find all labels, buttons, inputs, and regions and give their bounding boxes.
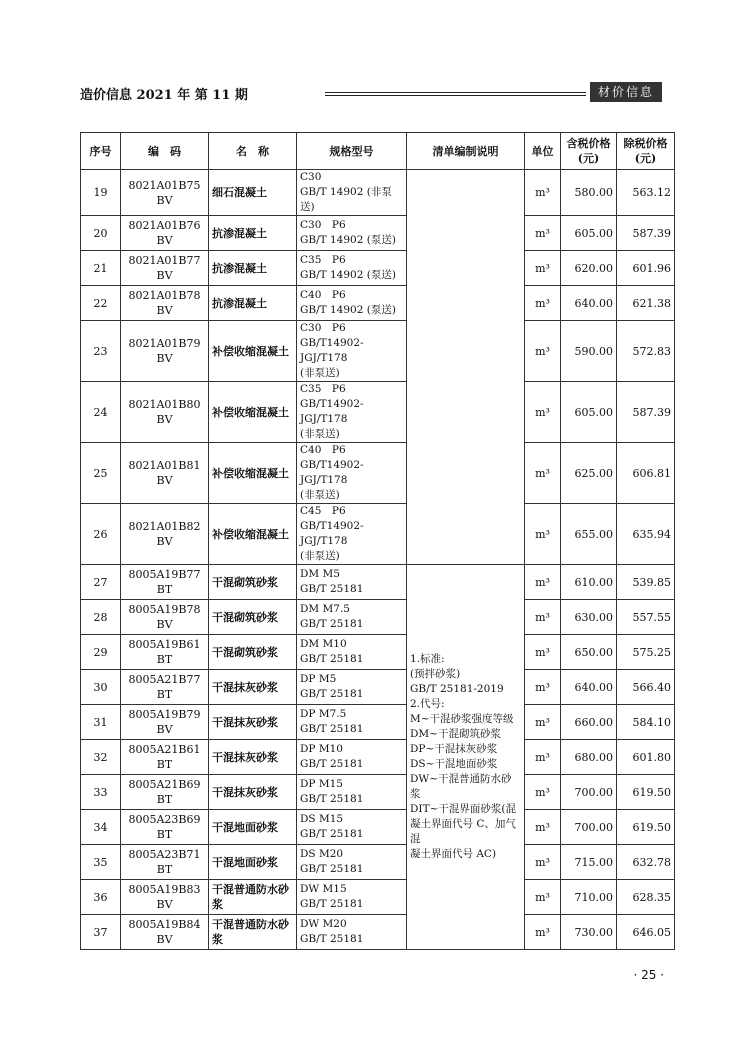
- item-spec: [297, 775, 407, 810]
- row-number: 25: [81, 443, 121, 504]
- row-number: 27: [81, 565, 121, 600]
- item-spec-line: C30: [300, 171, 322, 183]
- price-without-tax: 619.50: [617, 775, 675, 810]
- note-line: DIT~干混界面砂浆(混: [410, 803, 516, 815]
- table-row: [81, 504, 675, 565]
- item-spec-line: GB/T 25181: [300, 618, 364, 630]
- item-code-line: 8005A21B61: [128, 743, 201, 756]
- item-code-line: 8021A01B78: [128, 289, 201, 302]
- note-line: M~干混砂浆强度等级: [410, 713, 514, 725]
- note-line: DW~干混普通防水砂浆: [410, 773, 512, 800]
- row-number: 21: [81, 251, 121, 286]
- item-code: [121, 443, 209, 504]
- col-tax-price-header: 含税价格(元): [561, 133, 617, 170]
- item-code-line: 8021A01B80: [128, 398, 201, 411]
- item-spec-line: C30 P6: [300, 219, 346, 231]
- item-name: 干混抹灰砂浆: [209, 705, 297, 740]
- col-notax-price-header: 除税价格(元): [617, 133, 675, 170]
- item-spec-line: DW M20: [300, 918, 347, 930]
- item-spec-line: GB/T14902-JGJ/T178: [300, 459, 364, 486]
- price-with-tax: 630.00: [561, 600, 617, 635]
- item-spec-line: (非泵送): [300, 367, 340, 379]
- item-code: [121, 880, 209, 915]
- item-spec-line: C40 P6: [300, 289, 346, 301]
- row-number: 34: [81, 810, 121, 845]
- item-spec: [297, 810, 407, 845]
- item-spec-line: GB/T14902-JGJ/T178: [300, 337, 364, 364]
- item-code: [121, 810, 209, 845]
- item-spec-line: DM M10: [300, 638, 347, 650]
- item-code: [121, 170, 209, 216]
- note-line: DP~干混抹灰砂浆: [410, 743, 498, 755]
- table-row: [81, 321, 675, 382]
- item-name: 干混地面砂浆: [209, 845, 297, 880]
- item-spec: [297, 251, 407, 286]
- item-spec-line: (非泵送): [300, 489, 340, 501]
- price-with-tax: 710.00: [561, 880, 617, 915]
- item-spec-line: DW M15: [300, 883, 347, 895]
- price-with-tax: 640.00: [561, 286, 617, 321]
- item-code-line: BV: [156, 535, 173, 548]
- item-unit: m³: [525, 382, 561, 443]
- row-number: 36: [81, 880, 121, 915]
- item-code: [121, 565, 209, 600]
- row-number: 32: [81, 740, 121, 775]
- item-spec-line: DP M10: [300, 743, 343, 755]
- price-with-tax: 715.00: [561, 845, 617, 880]
- note-line: DM~干混砌筑砂浆: [410, 728, 501, 740]
- item-spec-line: GB/T 25181: [300, 583, 364, 595]
- item-code-line: 8005A19B83: [128, 883, 201, 896]
- table-row: [81, 810, 675, 845]
- item-name: 抗渗混凝土: [209, 216, 297, 251]
- item-code-line: BV: [156, 304, 173, 317]
- item-spec-line: GB/T 25181: [300, 793, 364, 805]
- item-code: [121, 504, 209, 565]
- item-code: [121, 775, 209, 810]
- price-without-tax: 601.96: [617, 251, 675, 286]
- item-name: 干混砌筑砂浆: [209, 565, 297, 600]
- item-spec-line: C30 P6: [300, 322, 346, 334]
- item-spec: [297, 915, 407, 950]
- price-with-tax: 610.00: [561, 565, 617, 600]
- price-with-tax: 640.00: [561, 670, 617, 705]
- table-row: [81, 740, 675, 775]
- price-with-tax: 625.00: [561, 443, 617, 504]
- item-unit: m³: [525, 635, 561, 670]
- item-spec: [297, 740, 407, 775]
- price-with-tax: 660.00: [561, 705, 617, 740]
- item-spec: [297, 321, 407, 382]
- item-code-line: BT: [156, 583, 173, 596]
- price-without-tax: 563.12: [617, 170, 675, 216]
- item-code-line: BV: [156, 352, 173, 365]
- table-row: [81, 600, 675, 635]
- item-spec-line: GB/T 14902 (泵送): [300, 304, 396, 316]
- item-code-line: BT: [156, 828, 173, 841]
- note-line: 凝土界面代号 AC): [410, 848, 497, 860]
- item-spec-line: GB/T 25181: [300, 863, 364, 875]
- row-number: 29: [81, 635, 121, 670]
- item-spec-line: GB/T 25181: [300, 723, 364, 735]
- item-unit: m³: [525, 775, 561, 810]
- item-code-line: 8005A19B78: [128, 603, 201, 616]
- item-spec: [297, 382, 407, 443]
- table-row: [81, 382, 675, 443]
- item-code-line: BV: [156, 898, 173, 911]
- item-spec-line: GB/T 25181: [300, 898, 364, 910]
- note-line: 2.代号:: [410, 698, 445, 710]
- col-name-header: 名 称: [209, 133, 297, 170]
- item-code-line: BV: [156, 193, 173, 207]
- item-spec-line: DS M20: [300, 848, 344, 860]
- item-unit: m³: [525, 810, 561, 845]
- item-code-line: 8005A23B71: [128, 848, 201, 861]
- item-code-line: BV: [156, 618, 173, 631]
- item-spec-line: C45 P6: [300, 505, 346, 517]
- item-code-line: 8021A01B75: [128, 178, 201, 192]
- row-number: 22: [81, 286, 121, 321]
- note-line: GB/T 25181-2019: [410, 683, 504, 695]
- item-spec: [297, 880, 407, 915]
- item-code-line: 8021A01B79: [128, 337, 201, 350]
- table-row: [81, 635, 675, 670]
- item-code: [121, 382, 209, 443]
- item-name: 抗渗混凝土: [209, 286, 297, 321]
- item-unit: m³: [525, 845, 561, 880]
- row-number: 31: [81, 705, 121, 740]
- table-row: [81, 880, 675, 915]
- item-code-line: BT: [156, 793, 173, 806]
- table-row: [81, 286, 675, 321]
- table-header-row: [81, 133, 675, 170]
- note-line: DS~干混地面砂浆: [410, 758, 498, 770]
- item-spec-line: GB/T 25181: [300, 933, 364, 945]
- note-line: 凝土界面代号 C、加气混: [410, 818, 516, 845]
- table-row: [81, 670, 675, 705]
- item-name: 干混普通防水砂浆: [209, 915, 297, 950]
- item-spec: [297, 286, 407, 321]
- item-unit: m³: [525, 880, 561, 915]
- price-with-tax: 700.00: [561, 775, 617, 810]
- header-rule: [325, 95, 586, 96]
- item-code: [121, 705, 209, 740]
- item-spec: [297, 635, 407, 670]
- item-unit: m³: [525, 216, 561, 251]
- item-spec-line: GB/T14902-JGJ/T178: [300, 520, 364, 547]
- item-code: [121, 321, 209, 382]
- price-without-tax: 601.80: [617, 740, 675, 775]
- item-unit: m³: [525, 504, 561, 565]
- item-code-line: BV: [156, 933, 173, 946]
- item-name: 补偿收缩混凝土: [209, 382, 297, 443]
- price-with-tax: 605.00: [561, 216, 617, 251]
- item-spec: [297, 504, 407, 565]
- table-body: [81, 170, 675, 950]
- price-without-tax: 575.25: [617, 635, 675, 670]
- item-spec-line: GB/T 14902 (非泵送): [300, 186, 392, 213]
- item-code: [121, 915, 209, 950]
- item-code-line: 8021A01B81: [128, 459, 201, 472]
- note-cell-concrete: [407, 170, 525, 565]
- item-code-line: BV: [156, 723, 173, 736]
- item-code: [121, 216, 209, 251]
- price-with-tax: 650.00: [561, 635, 617, 670]
- item-spec-line: GB/T 25181: [300, 688, 364, 700]
- item-code-line: BV: [156, 474, 173, 487]
- item-spec-line: GB/T14902-JGJ/T178: [300, 398, 364, 425]
- price-with-tax: 655.00: [561, 504, 617, 565]
- item-code: [121, 845, 209, 880]
- item-spec: [297, 216, 407, 251]
- row-number: 30: [81, 670, 121, 705]
- item-spec-line: GB/T 25181: [300, 828, 364, 840]
- row-number: 37: [81, 915, 121, 950]
- item-name: 干混抹灰砂浆: [209, 740, 297, 775]
- item-name: 干混砌筑砂浆: [209, 600, 297, 635]
- row-number: 23: [81, 321, 121, 382]
- price-without-tax: 606.81: [617, 443, 675, 504]
- table-row: [81, 775, 675, 810]
- price-without-tax: 632.78: [617, 845, 675, 880]
- row-number: 20: [81, 216, 121, 251]
- item-code-line: BT: [156, 758, 173, 771]
- note-line: (预拌砂浆): [410, 668, 461, 680]
- item-spec-line: DM M5: [300, 568, 340, 580]
- table-row: [81, 845, 675, 880]
- item-name: 干混地面砂浆: [209, 810, 297, 845]
- price-without-tax: 572.83: [617, 321, 675, 382]
- item-spec-line: GB/T 14902 (泵送): [300, 234, 396, 246]
- price-without-tax: 566.40: [617, 670, 675, 705]
- price-without-tax: 646.05: [617, 915, 675, 950]
- item-spec: [297, 170, 407, 216]
- item-unit: m³: [525, 251, 561, 286]
- col-unit-header: 单位: [525, 133, 561, 170]
- item-unit: m³: [525, 600, 561, 635]
- row-number: 33: [81, 775, 121, 810]
- price-without-tax: 557.55: [617, 600, 675, 635]
- item-spec-line: (非泵送): [300, 550, 340, 562]
- item-unit: m³: [525, 740, 561, 775]
- item-spec-line: C35 P6: [300, 383, 346, 395]
- item-code-line: BT: [156, 653, 173, 666]
- item-spec-line: DP M5: [300, 673, 337, 685]
- item-spec: [297, 705, 407, 740]
- item-name: 补偿收缩混凝土: [209, 321, 297, 382]
- col-spec-header: 规格型号: [297, 133, 407, 170]
- item-code: [121, 635, 209, 670]
- item-code-line: BV: [156, 413, 173, 426]
- item-code-line: BT: [156, 863, 173, 876]
- journal-title: 造价信息 2021 年 第 11 期: [80, 88, 248, 103]
- price-without-tax: 584.10: [617, 705, 675, 740]
- page-number: · 25 ·: [633, 968, 664, 982]
- item-name: 抗渗混凝土: [209, 251, 297, 286]
- price-table: [80, 132, 675, 950]
- item-spec: [297, 845, 407, 880]
- price-with-tax: 730.00: [561, 915, 617, 950]
- item-unit: m³: [525, 170, 561, 216]
- note-cell-mortar: [407, 565, 525, 950]
- table-row: [81, 216, 675, 251]
- item-spec-line: C35 P6: [300, 254, 346, 266]
- item-code: [121, 670, 209, 705]
- item-code-line: BV: [156, 234, 173, 247]
- item-code-line: BT: [156, 688, 173, 701]
- price-with-tax: 700.00: [561, 810, 617, 845]
- price-with-tax: 605.00: [561, 382, 617, 443]
- item-spec: [297, 565, 407, 600]
- table-row: [81, 170, 675, 216]
- item-code-line: 8005A19B79: [128, 708, 201, 721]
- price-with-tax: 680.00: [561, 740, 617, 775]
- table-row: [81, 251, 675, 286]
- row-number: 35: [81, 845, 121, 880]
- item-name: 干混抹灰砂浆: [209, 670, 297, 705]
- item-spec: [297, 600, 407, 635]
- item-spec-line: GB/T 14902 (泵送): [300, 269, 396, 281]
- item-spec-line: (非泵送): [300, 428, 340, 440]
- note-line: 1.标准:: [410, 653, 445, 665]
- price-without-tax: 619.50: [617, 810, 675, 845]
- item-code: [121, 251, 209, 286]
- item-code: [121, 740, 209, 775]
- table-row: [81, 443, 675, 504]
- price-without-tax: 587.39: [617, 382, 675, 443]
- item-spec-line: DS M15: [300, 813, 344, 825]
- item-code-line: 8021A01B82: [128, 520, 201, 533]
- price-without-tax: 628.35: [617, 880, 675, 915]
- row-number: 24: [81, 382, 121, 443]
- item-spec: [297, 670, 407, 705]
- col-code-header: 编 码: [121, 133, 209, 170]
- item-name: 补偿收缩混凝土: [209, 443, 297, 504]
- item-spec-line: DP M7.5: [300, 708, 347, 720]
- item-code-line: 8005A21B77: [128, 673, 201, 686]
- price-without-tax: 539.85: [617, 565, 675, 600]
- item-code-line: 8005A19B77: [128, 568, 201, 581]
- item-name: 补偿收缩混凝土: [209, 504, 297, 565]
- page-header: [80, 82, 662, 104]
- item-name: 干混普通防水砂浆: [209, 880, 297, 915]
- price-without-tax: 587.39: [617, 216, 675, 251]
- item-spec-line: DP M15: [300, 778, 343, 790]
- row-number: 19: [81, 170, 121, 216]
- item-code-line: 8005A19B61: [128, 638, 201, 651]
- price-with-tax: 620.00: [561, 251, 617, 286]
- col-no-header: 序号: [81, 133, 121, 170]
- item-code: [121, 600, 209, 635]
- item-code: [121, 286, 209, 321]
- table-row: [81, 705, 675, 740]
- header-rule: [325, 92, 586, 93]
- item-unit: m³: [525, 915, 561, 950]
- price-with-tax: 580.00: [561, 170, 617, 216]
- item-spec-line: GB/T 25181: [300, 758, 364, 770]
- table-row: [81, 915, 675, 950]
- row-number: 26: [81, 504, 121, 565]
- row-number: 28: [81, 600, 121, 635]
- item-name: 细石混凝土: [209, 170, 297, 216]
- item-name: 干混砌筑砂浆: [209, 635, 297, 670]
- item-unit: m³: [525, 670, 561, 705]
- col-note-header: 清单编制说明: [407, 133, 525, 170]
- price-without-tax: 635.94: [617, 504, 675, 565]
- item-spec: [297, 443, 407, 504]
- item-unit: m³: [525, 443, 561, 504]
- item-unit: m³: [525, 705, 561, 740]
- price-without-tax: 621.38: [617, 286, 675, 321]
- item-code-line: 8005A19B84: [128, 918, 201, 931]
- table-row: [81, 565, 675, 600]
- item-code-line: 8005A21B69: [128, 778, 201, 791]
- price-with-tax: 590.00: [561, 321, 617, 382]
- item-spec-line: GB/T 25181: [300, 653, 364, 665]
- item-code-line: BV: [156, 269, 173, 282]
- item-spec-line: C40 P6: [300, 444, 346, 456]
- item-unit: m³: [525, 286, 561, 321]
- section-tag: 材价信息: [590, 82, 662, 102]
- item-code-line: 8021A01B76: [128, 219, 201, 232]
- item-spec-line: DM M7.5: [300, 603, 350, 615]
- item-code-line: 8005A23B69: [128, 813, 201, 826]
- item-unit: m³: [525, 321, 561, 382]
- item-code-line: 8021A01B77: [128, 254, 201, 267]
- item-name: 干混抹灰砂浆: [209, 775, 297, 810]
- item-unit: m³: [525, 565, 561, 600]
